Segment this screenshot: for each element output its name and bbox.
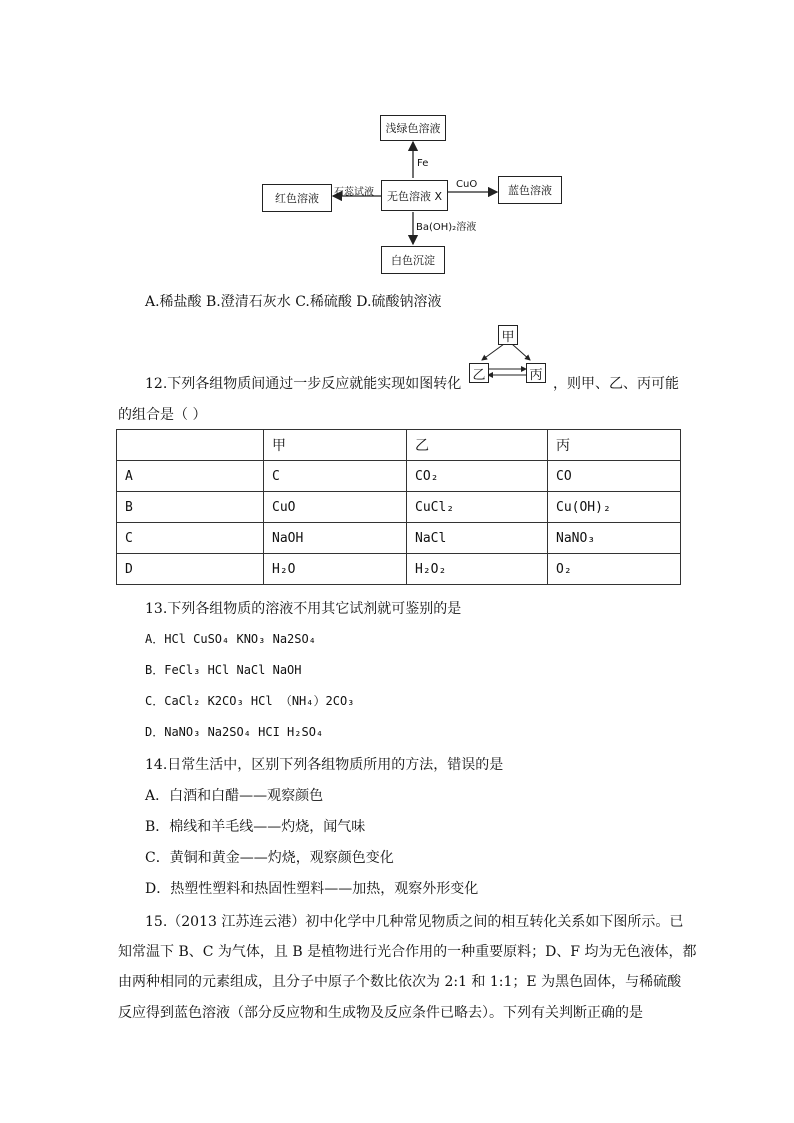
q12-stem-part2: ，则甲、乙、丙可能 bbox=[553, 376, 679, 392]
q15-line-3: 由两种相同的元素组成，且分子中原子个数比依次为 2:1 和 1:1；E 为黑色固体，与稀硫酸 bbox=[118, 974, 682, 990]
q12-table bbox=[116, 429, 681, 585]
box-blue-solution: 蓝色溶液 bbox=[498, 176, 562, 204]
table-cell: C bbox=[117, 523, 264, 554]
q15-line-4: 反应得到蓝色溶液（部分反应物和生成物及反应条件已略去）。下列有关判断正确的是 bbox=[118, 1005, 643, 1021]
table-cell: H₂O₂ bbox=[407, 554, 548, 585]
box-white-precipitate: 白色沉淀 bbox=[381, 246, 445, 274]
q14-option-c: C．黄铜和黄金——灼烧，观察颜色变化 bbox=[145, 850, 394, 866]
q13-option-c: C．CaCl₂ K2CO₃ HCl （NH₄）2CO₃ bbox=[145, 694, 355, 708]
q15-line-2: 知常温下 B、C 为气体，且 B 是植物进行光合作用的一种重要原料；D、F 均为无色液体，都 bbox=[118, 944, 697, 960]
table-cell: NaOH bbox=[264, 523, 407, 554]
box-colorless-solution-x: 无色溶液 X bbox=[381, 180, 448, 211]
q13-option-b: B．FeCl₃ HCl NaCl NaOH bbox=[145, 663, 302, 677]
q14-option-d: D．热塑性塑料和热固性塑料——加热，观察外形变化 bbox=[145, 881, 479, 897]
table-row bbox=[117, 461, 681, 492]
table-cell: O₂ bbox=[548, 554, 681, 585]
box-red-solution: 红色溶液 bbox=[262, 184, 332, 212]
node-jia: 甲 bbox=[498, 325, 518, 345]
table-row bbox=[117, 523, 681, 554]
table-header-cell bbox=[117, 430, 264, 461]
table-cell: CO₂ bbox=[407, 461, 548, 492]
q13-option-a: A．HCl CuSO₄ KNO₃ Na2SO₄ bbox=[145, 632, 316, 646]
table-cell: H₂O bbox=[264, 554, 407, 585]
q15-line-1: 15.（2013 江苏连云港）初中化学中几种常见物质之间的相互转化关系如下图所示。已 bbox=[145, 914, 684, 930]
q14-stem: 14.日常生活中，区别下列各组物质所用的方法，错误的是 bbox=[145, 757, 504, 773]
table-cell: CO bbox=[548, 461, 681, 492]
table-cell: CuCl₂ bbox=[407, 492, 548, 523]
q14-option-b: B．棉线和羊毛线——灼烧，闻气味 bbox=[145, 819, 366, 835]
node-bing: 丙 bbox=[526, 363, 546, 383]
table-cell: CuO bbox=[264, 492, 407, 523]
table-row bbox=[117, 554, 681, 585]
table-cell: D bbox=[117, 554, 264, 585]
node-yi: 乙 bbox=[469, 363, 489, 383]
table-cell: C bbox=[264, 461, 407, 492]
table-cell: Cu(OH)₂ bbox=[548, 492, 681, 523]
table-cell: A bbox=[117, 461, 264, 492]
label-baoh2: Ba(OH)₂溶液 bbox=[416, 222, 477, 233]
q12-stem-line2: 的组合是（ ） bbox=[118, 407, 207, 423]
table-cell: NaNO₃ bbox=[548, 523, 681, 554]
table-header-row bbox=[117, 430, 681, 461]
label-fe: Fe bbox=[417, 158, 429, 169]
table-cell: B bbox=[117, 492, 264, 523]
table-row bbox=[117, 492, 681, 523]
q13-stem: 13.下列各组物质的溶液不用其它试剂就可鉴别的是 bbox=[145, 601, 462, 617]
q14-option-a: A．白酒和白醋——观察颜色 bbox=[145, 788, 324, 804]
table-header-cell: 甲 bbox=[264, 430, 407, 461]
label-litmus: 石蕊试液 bbox=[334, 187, 374, 198]
box-light-green-solution: 浅绿色溶液 bbox=[380, 115, 446, 141]
label-cuo: CuO bbox=[456, 179, 478, 190]
q12-stem-part1: 12.下列各组物质间通过一步反应就能实现如图转化 bbox=[145, 376, 462, 392]
q11-options: A.稀盐酸 B.澄清石灰水 C.稀硫酸 D.硫酸钠溶液 bbox=[145, 294, 442, 310]
table-header-cell: 丙 bbox=[548, 430, 681, 461]
table-header-cell: 乙 bbox=[407, 430, 548, 461]
table-cell: NaCl bbox=[407, 523, 548, 554]
q13-option-d: D．NaNO₃ Na2SO₄ HCI H₂SO₄ bbox=[145, 725, 324, 739]
